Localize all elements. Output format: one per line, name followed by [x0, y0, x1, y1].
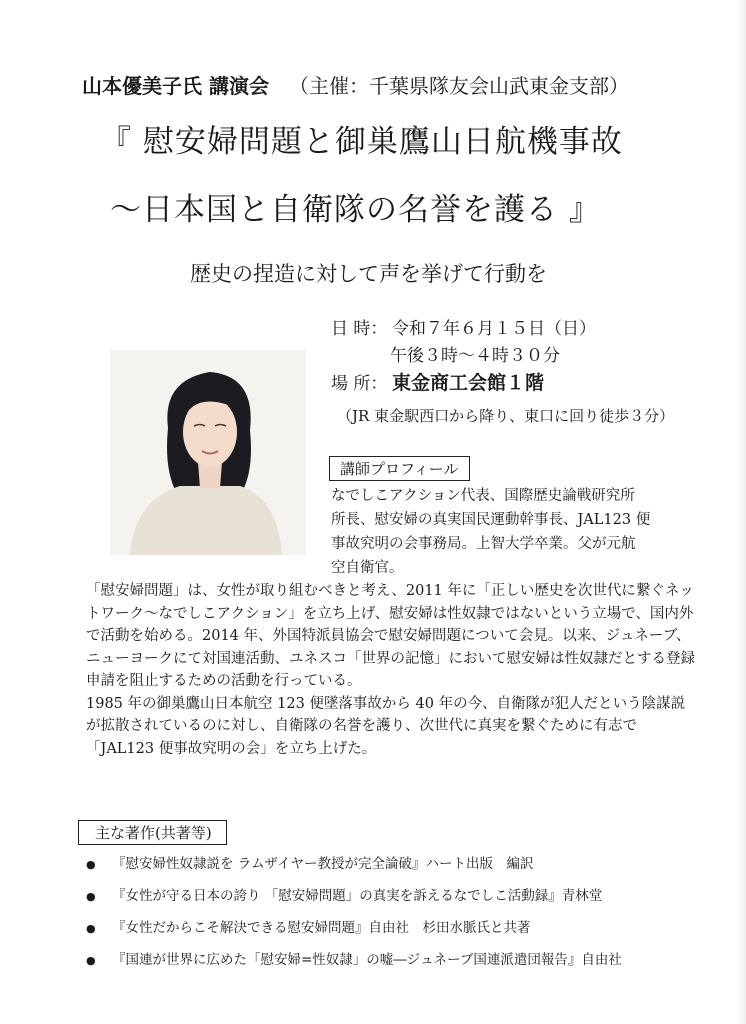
event-info [331, 316, 674, 430]
profile-summary-line: 所長、慰安婦の真実国民運動幹事長、JAL123 便 [331, 512, 651, 528]
time-value: 午後３時～４時３０分 [390, 346, 560, 366]
bullet-icon: ● [86, 858, 96, 871]
list-item [86, 884, 622, 916]
work-title: 『女性が守る日本の誇り 「慰安婦問題」の真実を訴えるなでしこ活動録』青林堂 [112, 888, 603, 904]
profile-paragraph-comfort-women: 「慰安婦問題」は、女性が取り組むべきと考え、2011 年に「正しい歴史を次世代に繋ぐネットワーク～なでしこアクション」を立ち上げ、慰安婦は性奴隷ではないという立場で、国内外で活動を始める。2014 年、外国特派員協会で慰安婦問題について会見。以来、ジュネーブ、ニューヨークにて対国連活動、ユネスコ「世界の記憶」において慰安婦は性奴隷だとする登録申請を阻止するための活動を行っている。 [86, 583, 695, 689]
event-header [82, 70, 629, 99]
title-line-2: ～日本国と自衛隊の名誉を護る 』 [110, 192, 601, 228]
page-edge [736, 0, 746, 1024]
list-item [86, 916, 622, 948]
profile-summary-line: 事故究明の会事務局。上智大学卒業。父が元航 [331, 536, 636, 552]
date-label: 日 時： [331, 319, 388, 339]
bullet-icon: ● [86, 954, 96, 967]
list-item [86, 852, 622, 884]
profile-summary [331, 484, 691, 580]
title-line-1: 『 慰安婦問題と御巣鷹山日航機事故 [100, 124, 623, 160]
list-item [86, 948, 622, 980]
place-value: 東金商工会館１階 [392, 372, 545, 394]
profile-paragraph-jal123: 1985 年の御巣鷹山日本航空 123 便墜落事故から 40 年の今、自衛隊が犯人だという陰謀説が拡散されているのに対し、自衛隊の名誉を護り、次世代に真実を繋ぐために有志で「JAL123 便事故究明の会」を立ち上げた。 [86, 695, 686, 757]
date-row [331, 316, 674, 343]
profile-summary-line: なでしこアクション代表、国際歴史論戦研究所 [331, 488, 635, 504]
bullet-icon: ● [86, 890, 96, 903]
subtitle: 歴史の捏造に対して声を挙げて行動を [190, 262, 547, 286]
access-note: （JR 東金駅西口から降り、東口に回り徒歩３分） [337, 407, 675, 425]
profile-details [86, 580, 696, 760]
works-heading: 主な著作(共著等) [78, 820, 227, 845]
profile-heading: 講師プロフィール [329, 456, 470, 481]
place-label: 場 所： [331, 374, 388, 394]
place-row [331, 370, 674, 397]
speaker-photo [110, 350, 306, 555]
work-title: 『慰安婦性奴隷説を ラムザイヤー教授が完全論破』ハート出版 編訳 [112, 856, 534, 872]
work-title: 『国連が世界に広めた「慰安婦=性奴隷」の嘘―ジュネーブ国連派遣団報告』自由社 [112, 952, 622, 968]
organizer: （主催：千葉県隊友会山武東金支部） [288, 74, 629, 98]
work-title: 『女性だからこそ解決できる慰安婦問題』自由社 杉田水脈氏と共著 [112, 920, 531, 936]
time-row [331, 343, 674, 370]
bullet-icon: ● [86, 922, 96, 935]
date-value: 令和７年６月１５日（日） [392, 319, 596, 339]
speaker-name: 山本優美子氏 講演会 [82, 74, 269, 98]
profile-summary-line: 空自衛官。 [331, 560, 404, 576]
works-list [86, 852, 622, 980]
